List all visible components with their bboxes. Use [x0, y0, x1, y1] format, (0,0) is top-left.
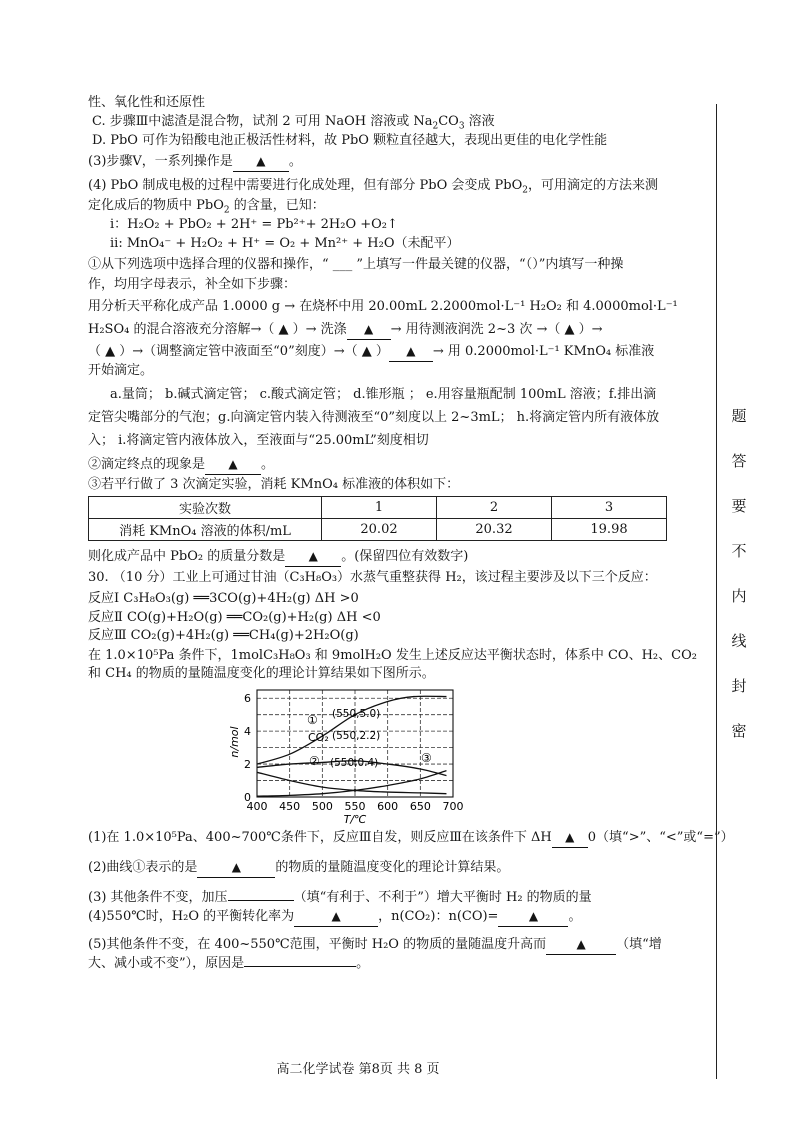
page-footer: 高二化学试卷 第8页 共 8 页 [276, 1062, 440, 1077]
question-3: (3)步骤Ⅴ，一系列操作是 ▲ 。 [88, 152, 302, 172]
margin-char: 题 [731, 407, 747, 425]
table-header: 1 [322, 497, 437, 519]
question-4-line2: 定化成后的物质中 PbO$_2$ 的含量，已知： [88, 198, 325, 216]
chart-grid [257, 690, 453, 797]
answer-blank[interactable] [389, 342, 433, 362]
x-tick-label: 450 [279, 800, 301, 813]
answer-blank[interactable] [205, 455, 261, 475]
answer-blank[interactable] [233, 152, 289, 172]
reaction-III: 反应Ⅲ CO₂(g)+4H₂(g) ══CH₄(g)+2H₂O(g) [88, 628, 359, 643]
reaction-i: i：H₂O₂ + PbO₂ + 2H⁺ = Pb²⁺+ 2H₂O +O₂↑ [110, 217, 398, 232]
part-2: (2)曲线①表示的是 ▲ 的物质的量随温度变化的理论计算结果。 [88, 858, 509, 878]
x-tick-label: 700 [442, 800, 464, 813]
answer-blank[interactable] [552, 828, 588, 848]
x-tick-label: 550 [344, 800, 366, 813]
x-tick-label: 400 [246, 800, 268, 813]
x-tick-label: 600 [377, 800, 399, 813]
margin-char: 线 [731, 632, 747, 650]
answer-mark: ▲ [406, 344, 416, 358]
answer-mark: ▲ [331, 909, 341, 923]
y-tick-label: 6 [244, 692, 251, 706]
table-row [89, 519, 667, 541]
reaction-ii: ii: MnO₄⁻ + H₂O₂ + H⁺ = O₂ + Mn²⁺ + H₂O（未配平） [110, 236, 460, 251]
option-c: C. 步骤Ⅲ中滤渣是混合物，试剂 2 可用 NaOH 溶液或 $Na_2CO_3$ 溶液 [92, 114, 495, 132]
equilibrium-chart [222, 684, 472, 826]
part-4: (4)550℃时，H₂O 的平衡转化率为 ▲ ，n(CO₂)：n(CO)= ▲ 。 [88, 907, 581, 927]
part-1: (1)在 1.0×10⁵Pa、400~700℃条件下，反应Ⅲ自发，则反应Ⅲ在该条件下 ΔH ▲ 0（填“>”、“<”或“=”） [88, 828, 734, 848]
curve-label-1: ① [307, 713, 318, 727]
answer-blank[interactable] [347, 320, 391, 340]
answer-blank[interactable] [228, 900, 294, 901]
y-axis-label: n/mol [228, 726, 241, 758]
subquestion-2: ②滴定终点的现象是 ▲ 。 [88, 455, 274, 475]
answer-mark: ▲ [228, 457, 238, 471]
table-cell: 20.32 [437, 519, 552, 541]
margin-char: 要 [731, 497, 747, 515]
answer-mark: ▲ [364, 322, 374, 336]
table-header: 实验次数 [89, 497, 322, 519]
table-header: 2 [437, 497, 552, 519]
part-5: (5)其他条件不变，在 400~550℃范围，平衡时 H₂O 的物质的量随温度升高而 ▲ （填“增 [88, 935, 662, 955]
procedure-line: （ ▲ ）→（调整滴定管中液面至“0”刻度）→（ ▲ ） ▲ → 用 0.2000mol·L⁻¹ KMnO₄ 标准液 [88, 342, 654, 362]
procedure-line: 开始滴定。 [88, 363, 154, 378]
option-d: D. PbO 可作为铅酸电池正极活性材料，故 PbO 颗粒直径越大，表现出更佳的电化学性能 [92, 133, 608, 148]
table-row [89, 497, 667, 519]
seal-line [716, 104, 717, 1079]
margin-char: 不 [731, 542, 747, 560]
condition-line: 在 1.0×10⁵Pa 条件下，1molC₃H₈O₃ 和 9molH₂O 发生上述反应达平衡状态时，体系中 CO、H₂、CO₂ [88, 648, 697, 663]
options-line: 定管尖嘴部分的气泡；g.向滴定管内装入待测液至“0”刻度以上 2~3mL； h.将滴定管内所有液体放 [88, 410, 660, 425]
options-line: a.量筒； b.碱式滴定管； c.酸式滴定管； d.锥形瓶 ； e.用容量瓶配制 100mL 溶液；f.排出滴 [110, 387, 657, 402]
answer-mark: ▲ [231, 860, 242, 874]
subquestion-3: ③若平行做了 3 次滴定实验，消耗 KMnO₄ 标准液的体积如下： [88, 477, 460, 492]
margin-char: 内 [731, 587, 747, 605]
question-30-head: 30. （10 分）工业上可通过甘油（C₃H₈O₃）水蒸气重整获得 H₂，该过程主要涉及以下三个反应： [88, 570, 657, 585]
table-cell: 消耗 KMnO₄ 溶液的体积/mL [89, 519, 322, 541]
condition-line: 和 CH₄ 的物质的量随温度变化的理论计算结果如下图所示。 [88, 666, 435, 681]
part-3: (3) 其他条件不变，加压 （填“有利于、不利于”）增大平衡时 H₂ 的物质的量 [88, 890, 592, 905]
answer-mark: ▲ [528, 909, 539, 923]
answer-blank[interactable] [294, 907, 378, 927]
question-4-line1: (4) PbO 制成电极的过程中需要进行化成处理，但有部分 PbO 会变成 PbO$_2$，可用滴定的方法来测 [88, 178, 659, 196]
instruction-line: ①从下列选项中选择合理的仪器和操作，“ ___ ”上填写一件最关键的仪器，“（）”内填写一种操 [88, 257, 624, 272]
answer-mark: ▲ [565, 830, 575, 844]
text-line: 性、氧化性和还原性 [88, 95, 206, 110]
x-axis-label: T/℃ [343, 813, 367, 826]
curve-label-2: ② [309, 754, 320, 768]
curve-label-co2: CO₂ [308, 731, 329, 744]
y-tick-label: 0 [244, 791, 251, 804]
answer-blank[interactable] [546, 935, 616, 955]
procedure-line: 用分析天平称化成产品 1.0000 g → 在烧杯中用 20.00mL 2.2000mol·L⁻¹ H₂O₂ 和 4.0000mol·L⁻¹ [88, 299, 678, 314]
table-cell: 19.98 [552, 519, 667, 541]
table-cell: 20.02 [322, 519, 437, 541]
table-header: 3 [552, 497, 667, 519]
data-label-curve2: (550,0.4) [330, 757, 379, 769]
answer-mark: ▲ [256, 154, 266, 168]
part-5-cont: 大、减小或不变”），原因是 。 [88, 956, 370, 971]
answer-blank[interactable] [244, 966, 356, 967]
x-tick-label: 650 [409, 800, 431, 813]
y-tick-label: 2 [244, 758, 251, 772]
reaction-I: 反应Ⅰ C₃H₈O₃(g) ══3CO(g)+4H₂(g) ΔH >0 [88, 591, 359, 606]
answer-mark: ▲ [308, 549, 318, 563]
data-label-co2: (550,2.2) [332, 730, 381, 742]
x-tick-label: 500 [311, 800, 333, 813]
curve-label-3: ③ [421, 751, 432, 765]
answer-blank[interactable] [285, 547, 341, 567]
answer-mark: ▲ [576, 937, 586, 951]
mass-fraction-question: 则化成产品中 PbO₂ 的质量分数是 ▲ 。(保留四位有效数字) [88, 547, 468, 567]
procedure-line: H₂SO₄ 的混合溶液充分溶解→（ ▲ ）→ 洗涤 ▲ → 用待测液润洗 2~3 次 →（ ▲ ）→ [88, 320, 603, 340]
margin-char: 封 [731, 677, 747, 695]
reaction-II: 反应Ⅱ CO(g)+H₂O(g) ══CO₂(g)+H₂(g) ΔH <0 [88, 610, 381, 625]
titration-table [88, 496, 667, 541]
instruction-line: 作，均用字母表示，补全如下步骤： [88, 277, 297, 292]
data-label-h2: (550,5.0) [332, 708, 381, 720]
answer-blank[interactable] [197, 858, 275, 878]
y-tick-label: 4 [244, 725, 251, 739]
options-line: 入； i.将滴定管内液体放入，至液面与“25.00mL”刻度相切 [88, 433, 429, 448]
data-point [354, 789, 357, 792]
margin-char: 密 [731, 722, 747, 740]
answer-blank[interactable] [498, 907, 568, 927]
margin-char: 答 [731, 452, 747, 470]
